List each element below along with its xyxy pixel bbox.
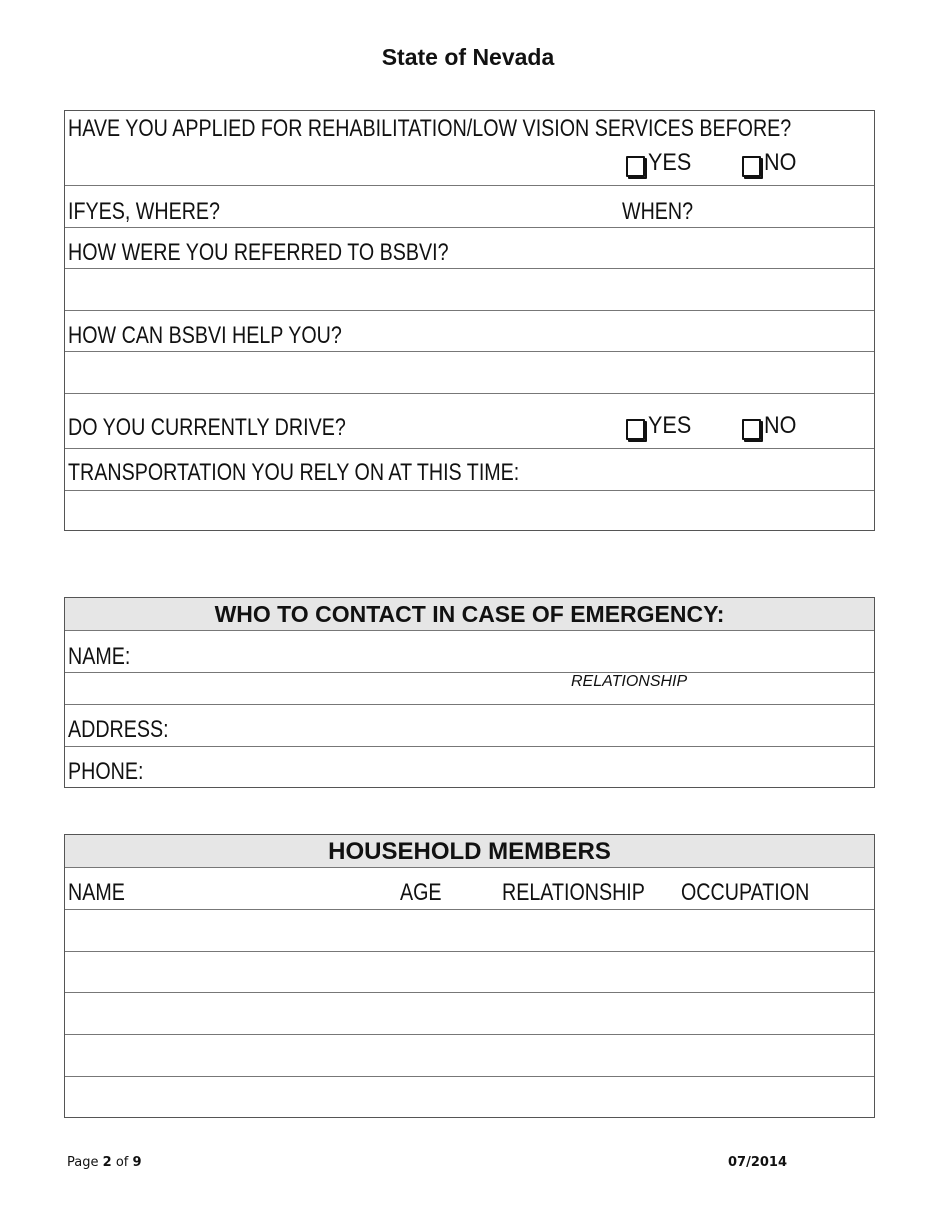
household-members-table [64,834,875,1118]
emergency-address-field[interactable] [65,705,874,747]
emergency-heading: WHO TO CONTACT IN CASE OF EMERGENCY: [65,598,874,631]
applied-no-checkbox[interactable]: NO [742,149,800,177]
drive-row [65,394,874,449]
page-number: Page 2 of 9 [67,1155,142,1170]
if-yes-where-label: IFYES, WHERE? [68,198,221,225]
page-title: State of Nevada [381,44,555,70]
emergency-phone-label: PHONE: [68,758,144,785]
household-heading: HOUSEHOLD MEMBERS [65,835,874,868]
drive-yes-checkbox[interactable]: YES [626,412,696,440]
transportation-answer-field[interactable] [65,491,874,530]
revision-date: 07/2014 [728,1155,788,1170]
household-row[interactable] [65,910,874,952]
when-label: WHEN? [622,198,694,225]
drive-question: DO YOU CURRENTLY DRIVE? [68,414,346,441]
household-row[interactable] [65,1035,874,1077]
services-questions-table [64,110,875,531]
household-row[interactable] [65,1077,874,1117]
household-header-row [65,868,874,910]
referred-question: HOW WERE YOU REFERRED TO BSBVI? [68,239,449,266]
transportation-label: TRANSPORTATION YOU RELY ON AT THIS TIME: [68,459,520,486]
referred-row [65,228,874,269]
checkbox-square-icon [626,156,645,177]
emergency-name-label: NAME: [68,643,131,670]
emergency-contact-table [64,597,875,788]
referred-answer-field[interactable] [65,269,874,311]
applied-yes-checkbox[interactable]: YES [626,149,696,177]
column-header-name: NAME [68,879,125,906]
help-answer-field[interactable] [65,352,874,394]
applied-before-question: HAVE YOU APPLIED FOR REHABILITATION/LOW VISION SERVICES BEFORE? [68,115,792,142]
column-header-age: AGE [400,879,442,906]
household-row[interactable] [65,952,874,993]
household-row[interactable] [65,993,874,1035]
column-header-relationship: RELATIONSHIP [502,879,645,906]
checkbox-square-icon [742,156,761,177]
emergency-relationship-label: RELATIONSHIP [571,673,688,690]
emergency-address-label: ADDRESS: [68,716,169,743]
emergency-relationship-field[interactable] [65,673,874,705]
applied-before-row [65,111,874,186]
transportation-row [65,449,874,491]
emergency-phone-field[interactable] [65,747,874,787]
help-row [65,311,874,352]
help-question: HOW CAN BSBVI HELP YOU? [68,322,342,349]
emergency-name-field[interactable] [65,631,874,673]
where-when-row[interactable] [65,186,874,228]
checkbox-square-icon [742,419,761,440]
column-header-occupation: OCCUPATION [681,879,810,906]
drive-no-checkbox[interactable]: NO [742,412,800,440]
checkbox-square-icon [626,419,645,440]
